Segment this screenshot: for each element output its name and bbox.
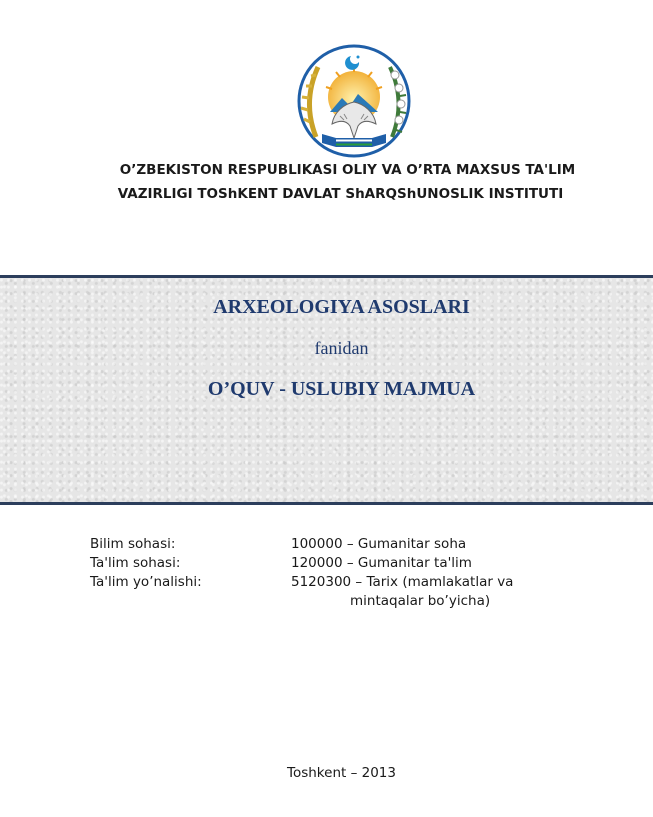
course-title: ARXEOLOGIYA ASOSLARI [213,296,470,318]
institution-heading-line-1: O’ZBEKISTON RESPUBLIKASI OLIY VA O’RTA MAXSUS TA'LIM [119,162,576,178]
document-type-title: O’QUV - USLUBIY MAJMUA [207,378,476,400]
info-label: Bilim sohasi: [90,536,176,552]
place-and-year: Toshkent – 2013 [287,765,396,781]
info-value: 5120300 – Tarix (mamlakatlar va [291,574,514,590]
institution-heading-line-2: VAZIRLIGI TOShKENT DAVLAT ShARQShUNOSLIK INSTITUTI [117,186,564,202]
info-value-continuation: mintaqalar bo’yicha) [350,593,491,609]
info-label: Ta'lim sohasi: [90,555,181,571]
state-emblem-of-uzbekistan-icon [296,42,412,160]
institution-heading [0,158,653,206]
info-value: 120000 – Gumanitar ta'lim [291,555,472,571]
info-label: Ta'lim yo’nalishi: [90,574,202,590]
title-band [0,275,653,505]
info-value: 100000 – Gumanitar soha [291,536,467,552]
course-subtitle: fanidan [314,338,369,358]
